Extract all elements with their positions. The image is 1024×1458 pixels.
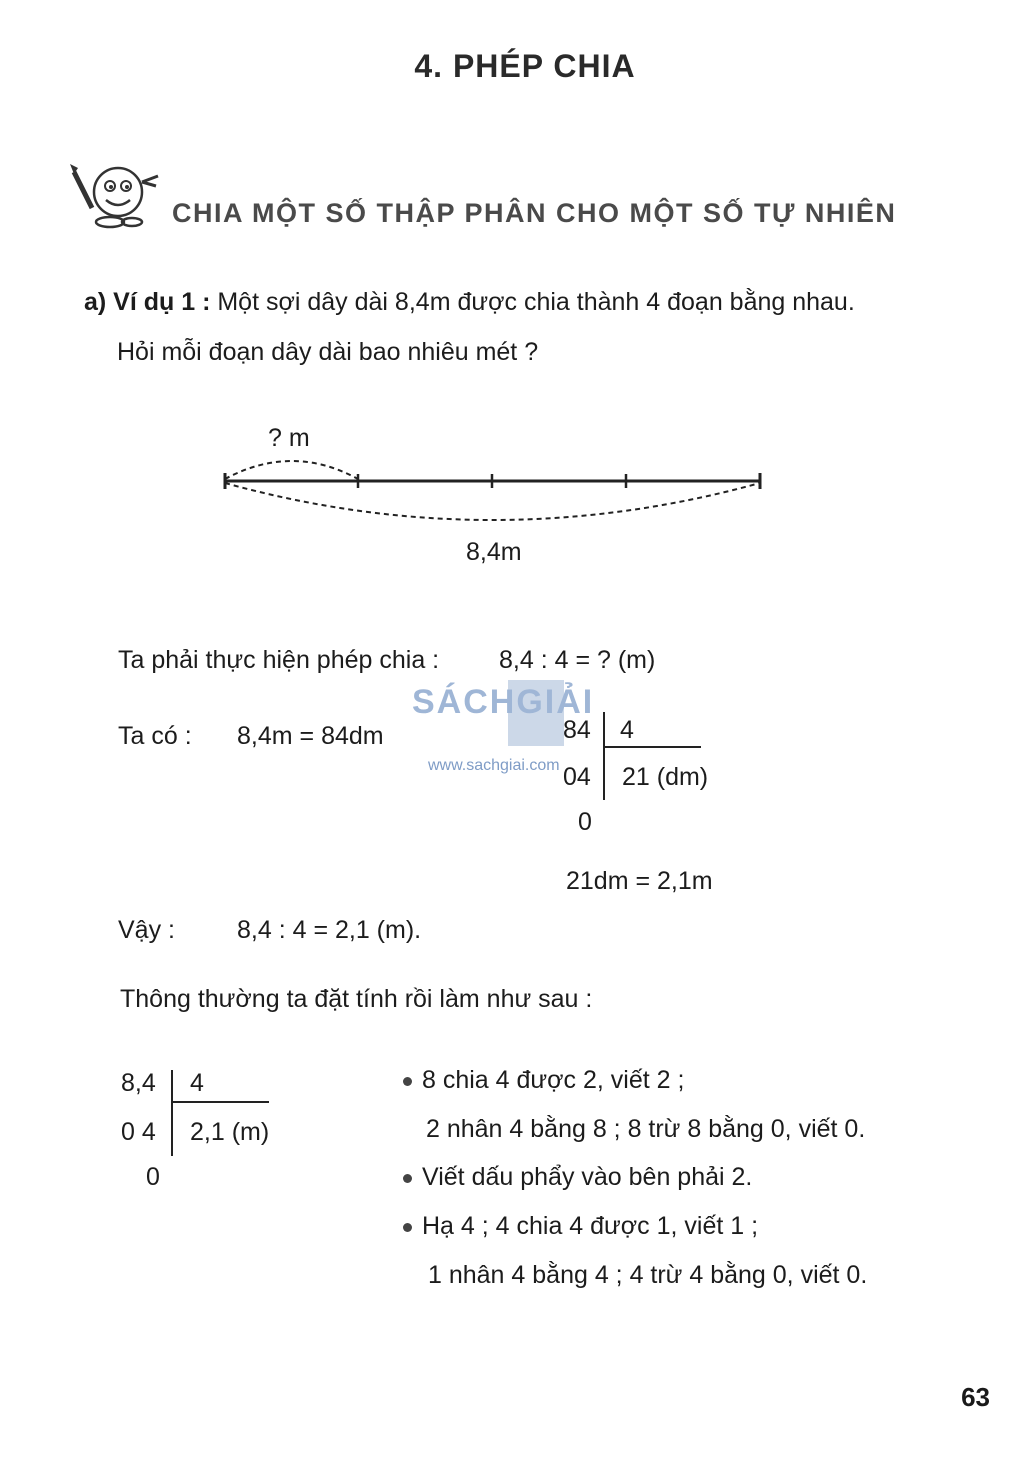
- div2-remainder-1: 0 4: [121, 1118, 156, 1146]
- div2-remainder-2: 0: [146, 1163, 160, 1191]
- total-label: 8,4m: [466, 538, 522, 566]
- div2-vertical-bar: [171, 1070, 173, 1156]
- bullet-icon: [403, 1174, 412, 1183]
- step-3-text: Hạ 4 ; 4 chia 4 được 1, viết 1 ;: [422, 1212, 759, 1240]
- bullet-icon: [403, 1223, 412, 1232]
- div1-remainder-2: 0: [578, 808, 592, 836]
- div1-divisor: 4: [620, 716, 634, 744]
- page-number: 63: [961, 1382, 990, 1412]
- operation-text: Ta phải thực hiện phép chia :: [118, 646, 440, 674]
- div2-divisor: 4: [190, 1069, 204, 1097]
- conversion-result: 21dm = 2,1m: [566, 867, 713, 895]
- step-2: [403, 1163, 752, 1192]
- segment-label: ? m: [268, 424, 310, 452]
- div2-quotient: 2,1 (m): [190, 1118, 270, 1146]
- segment-diagram: [215, 445, 775, 540]
- div1-horizontal-bar: [605, 746, 701, 748]
- conversion-value: 8,4m = 84dm: [237, 722, 384, 750]
- mascot-icon: [70, 162, 165, 230]
- step-3: [403, 1212, 758, 1241]
- operation-expr: 8,4 : 4 = ? (m): [499, 646, 656, 674]
- conversion-label: Ta có :: [118, 722, 192, 750]
- div1-remainder-1: 04: [563, 763, 591, 791]
- step-1: [403, 1066, 684, 1095]
- step-2-text: Viết dấu phẩy vào bên phải 2.: [422, 1163, 753, 1191]
- conclusion-label: Vậy :: [118, 916, 175, 944]
- total-brace: [225, 483, 760, 520]
- div2-horizontal-bar: [173, 1101, 269, 1103]
- step-1-text: 8 chia 4 được 2, viết 2 ;: [422, 1066, 685, 1094]
- div1-dividend: 84: [563, 716, 591, 744]
- watermark-url: www.sachgiai.com: [428, 757, 560, 774]
- usual-text: Thông thường ta đặt tính rồi làm như sau :: [120, 985, 593, 1013]
- section-title: CHIA MỘT SỐ THẬP PHÂN CHO MỘT SỐ TỰ NHIÊN: [172, 198, 897, 228]
- step-3-cont: 1 nhân 4 bằng 4 ; 4 trừ 4 bằng 0, viết 0.: [428, 1261, 868, 1289]
- div1-quotient: 21 (dm): [622, 763, 709, 791]
- step-1-cont: 2 nhân 4 bằng 8 ; 8 trừ 8 bằng 0, viết 0.: [426, 1115, 866, 1143]
- example-line-2: Hỏi mỗi đoạn dây dài bao nhiêu mét ?: [117, 338, 539, 366]
- segment-brace: [225, 461, 358, 479]
- example-line-1: [84, 288, 855, 317]
- example-text-1: Một sợi dây dài 8,4m được chia thành 4 đoạn bằng nhau.: [217, 288, 855, 316]
- div2-dividend: 8,4: [121, 1069, 156, 1097]
- div1-vertical-bar: [603, 712, 605, 800]
- conclusion-value: 8,4 : 4 = 2,1 (m).: [237, 916, 422, 944]
- bullet-icon: [403, 1077, 412, 1086]
- chapter-title: 4. PHÉP CHIA: [414, 48, 636, 84]
- watermark-logo: SÁCHGIẢI: [412, 683, 595, 721]
- example-label: a) Ví dụ 1 :: [84, 288, 211, 316]
